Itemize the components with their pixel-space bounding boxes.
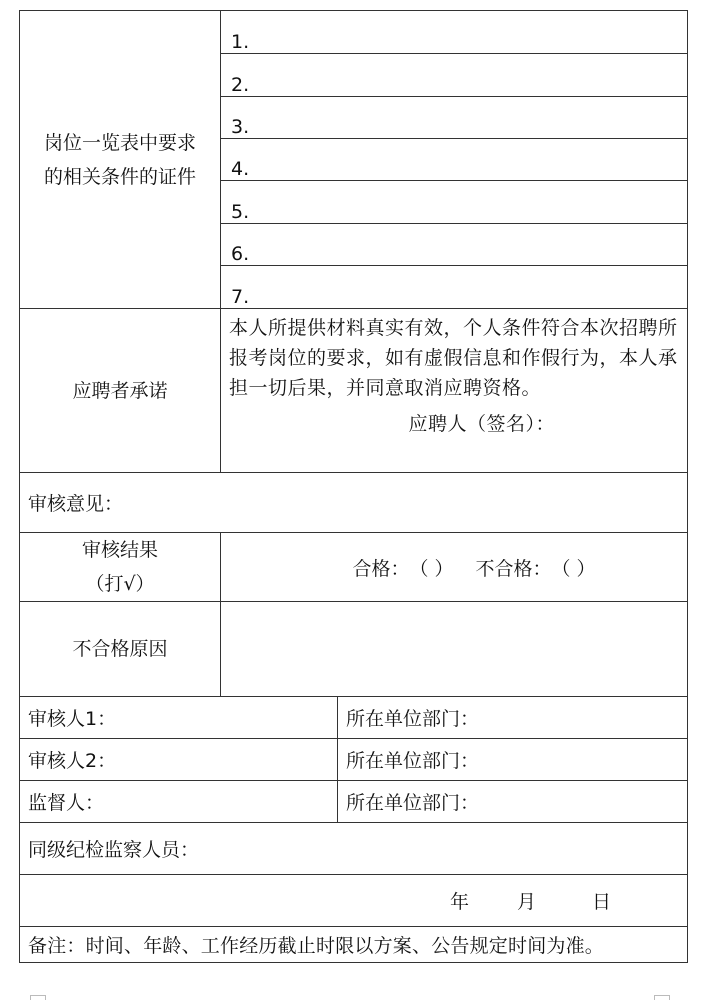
page-edge-mark-right (654, 995, 670, 1000)
certificate-item-1[interactable]: 1. (221, 11, 688, 54)
fail-reason-field[interactable] (221, 602, 688, 697)
discipline-inspector-field[interactable]: 同级纪检监察人员： (20, 823, 688, 875)
certificates-label-line2: 的相关条件的证件 (43, 165, 196, 188)
fail-reason-label: 不合格原因 (20, 602, 221, 697)
pass-checkbox[interactable]: （ ） (409, 557, 454, 580)
pledge-cell (221, 309, 688, 473)
review-result-label (20, 533, 221, 602)
review-result-label-line2: （打√） (85, 573, 155, 595)
date-month: 月 (516, 891, 536, 913)
date-row[interactable] (20, 875, 688, 927)
date-day: 日 (592, 891, 612, 913)
certificates-label-line1: 岗位一览表中要求 (43, 131, 196, 154)
certificate-item-4[interactable]: 4. (221, 139, 688, 181)
reviewer1-field[interactable]: 审核人1： (20, 697, 338, 739)
fail-label: 不合格： (475, 557, 552, 580)
supervisor-field[interactable]: 监督人： (20, 781, 338, 823)
date-year: 年 (449, 891, 469, 913)
pledge-text: 本人所提供材料真实有效，个人条件符合本次招聘所报考岗位的要求，如有虚假信息和作假行为，本人承担一切后果，并同意取消应聘资格。 (229, 317, 678, 399)
certificate-item-7[interactable]: 7. (221, 266, 688, 309)
page-edge-mark-left (30, 995, 46, 1000)
pass-label: 合格： (352, 557, 410, 580)
certificate-item-2[interactable]: 2. (221, 54, 688, 97)
pledge-label: 应聘者承诺 (20, 309, 221, 473)
reviewer2-field[interactable]: 审核人2： (20, 739, 338, 781)
review-result-label-line1: 审核结果 (81, 539, 158, 561)
certificate-item-5[interactable]: 5. (221, 181, 688, 224)
certificate-item-6[interactable]: 6. (221, 224, 688, 266)
pledge-signature[interactable]: 应聘人（签名）： (408, 413, 556, 435)
reviewer2-dept-field[interactable]: 所在单位部门： (338, 739, 688, 781)
fail-checkbox[interactable]: （ ） (551, 557, 596, 580)
application-form-table (19, 10, 688, 963)
remark: 备注：时间、年龄、工作经历截止时限以方案、公告规定时间为准。 (20, 927, 688, 963)
reviewer1-dept-field[interactable]: 所在单位部门： (338, 697, 688, 739)
certificate-item-3[interactable]: 3. (221, 97, 688, 139)
review-opinion[interactable]: 审核意见： (20, 473, 688, 533)
review-result-options (221, 533, 688, 602)
certificates-label (20, 11, 221, 309)
supervisor-dept-field[interactable]: 所在单位部门： (338, 781, 688, 823)
